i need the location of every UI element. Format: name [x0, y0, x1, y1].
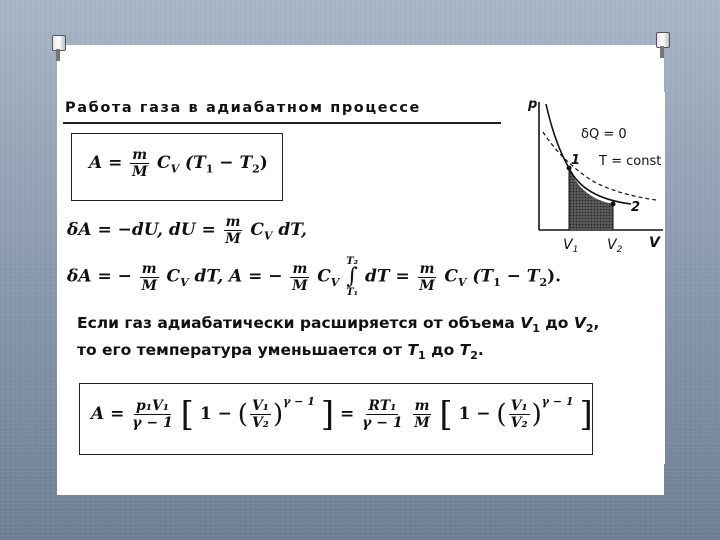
isotherm-label: T = const: [599, 154, 662, 169]
text-line-2: то его температура уменьшается от $T_1$ до $T_2$.: [77, 341, 484, 363]
text-line-1: Если газ адиабатически расширяется от объема $V_1$ до $V_2$,: [77, 314, 600, 336]
pin-icon: [656, 32, 668, 58]
pin-icon: [52, 35, 64, 61]
scanned-page: [61, 92, 665, 464]
v-axis-label: V: [649, 235, 660, 251]
page-title: Работа газа в адиабатном процессе: [65, 100, 421, 116]
formula-work-adiabatic: A = $\frac{m}{M}$ $C_V$ $(T_1 - T_2)$: [89, 147, 268, 180]
point-2: [611, 202, 616, 207]
v2-label: $V_2$: [607, 237, 623, 255]
adiabat-label: δQ = 0: [581, 127, 627, 142]
formula-integral: δA = − $\frac{m}{M}$ $C_V$ dT, A = − $\frac{m}{M}$ $C_V$ T₂ ∫ T₁ dT = $\frac{m}{M}$ $C_V$ $(T_1 - T_2)$.: [67, 256, 562, 298]
v1-label: $V_1$: [563, 237, 579, 255]
formula-work-poisson: A = $\frac{\text{p₁V₁}}{\gamma - 1}$ [ 1 − ( $\frac{\text{V₁}}{\text{V₂}}$ )$^{\gamma - 1}$ ] = $\frac{\text{RT₁}}{\gamma - 1}$ $\frac{m}{M}$ [ 1 − ( $\frac{\text{V₁}}{\text{V₂}}$ )$^{\gamma - 1}$ ]: [91, 394, 593, 435]
pv-diagram: [491, 94, 665, 262]
p-axis-label: p: [528, 97, 538, 112]
title-underline: [63, 122, 501, 124]
point-2-label: 2: [631, 200, 641, 215]
formula-differential: δA = −dU, dU = $\frac{m}{M}$ $C_V$ dT,: [67, 214, 307, 247]
point-1-label: 1: [571, 153, 581, 168]
